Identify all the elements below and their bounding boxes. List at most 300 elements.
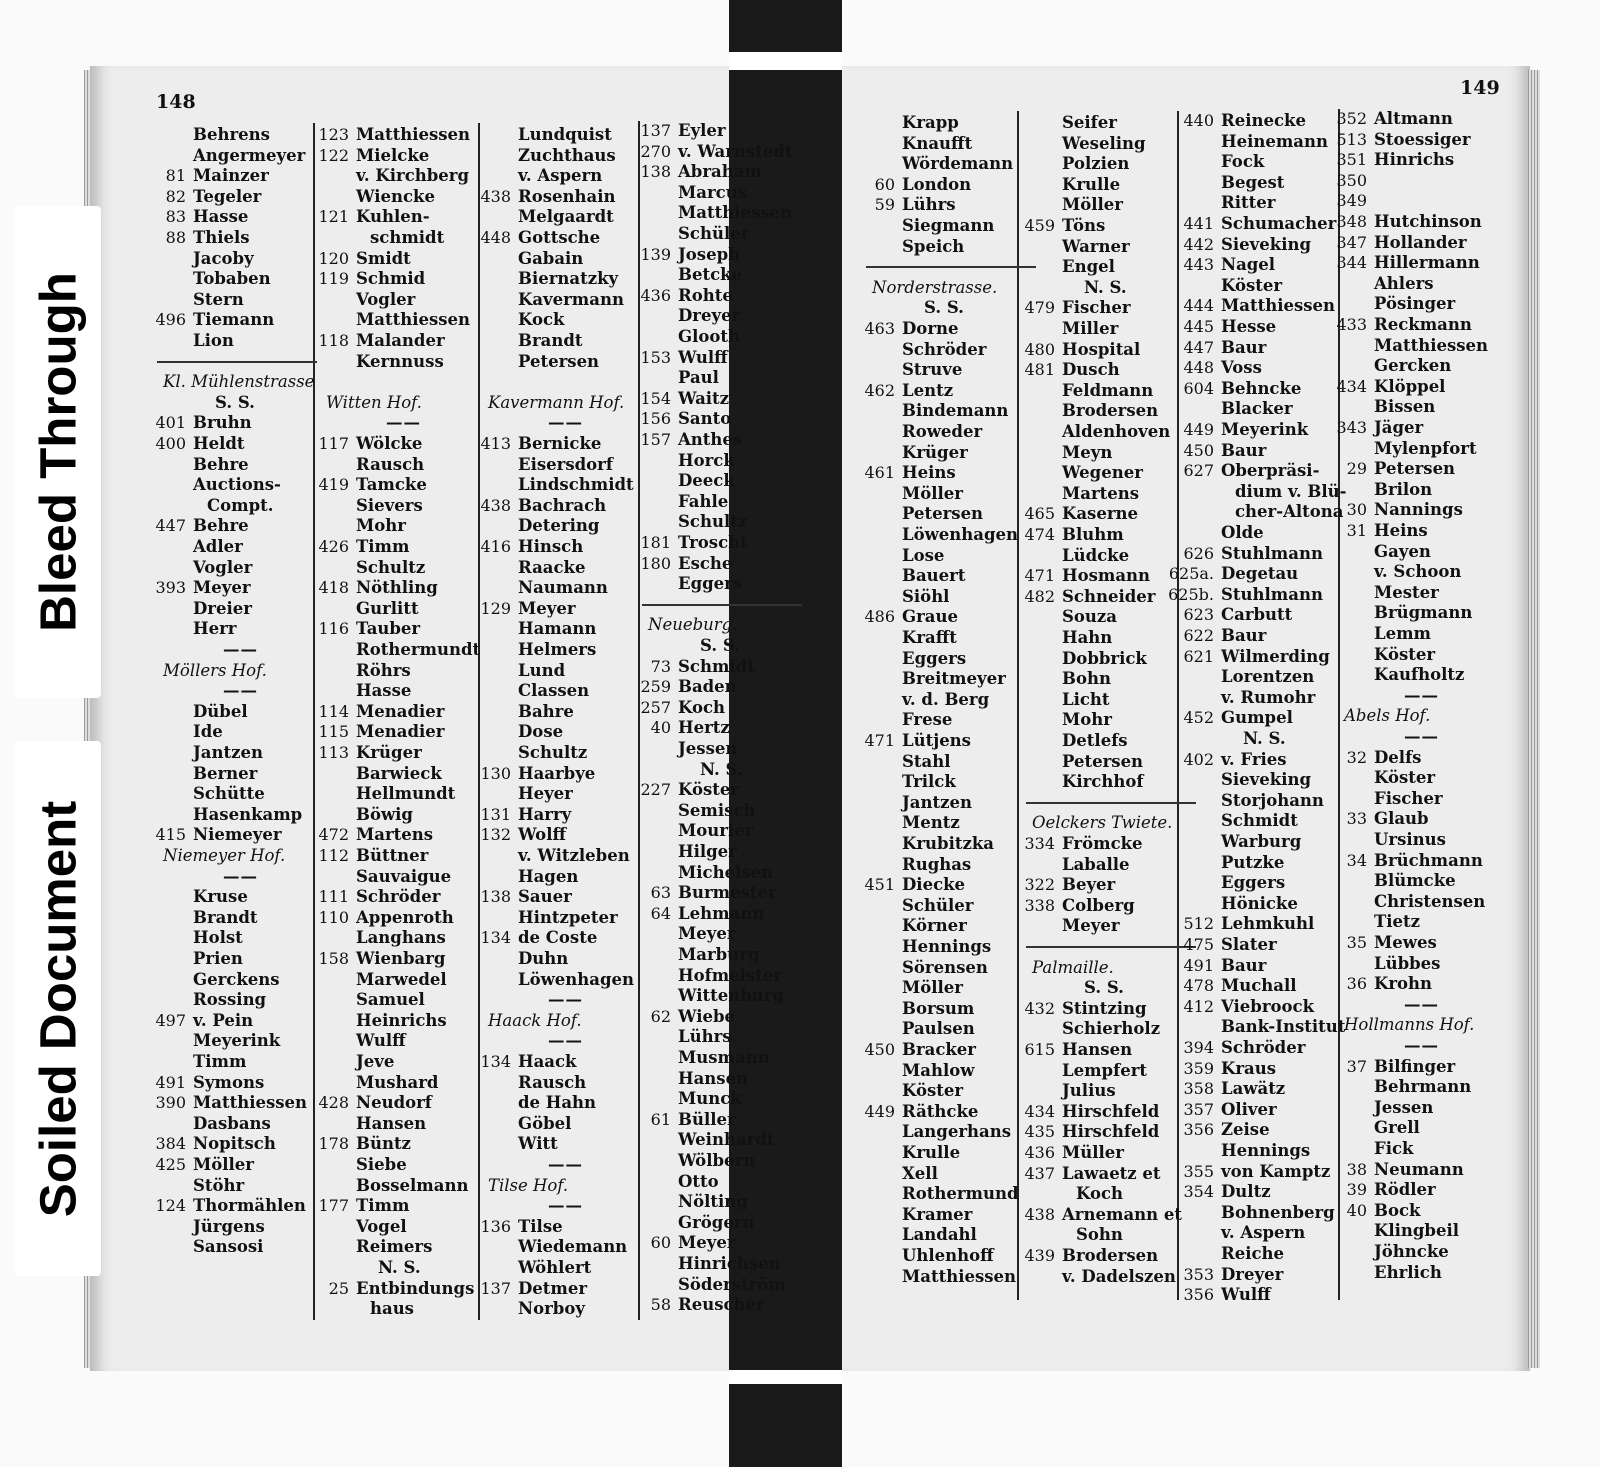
directory-entry	[356, 640, 480, 660]
house-number: 64	[650, 904, 671, 923]
directory-entry	[902, 134, 972, 154]
directory-entry	[1062, 1081, 1116, 1101]
directory-entry	[1062, 443, 1112, 463]
house-number: 435	[1024, 1122, 1055, 1141]
house-number: 440	[1183, 111, 1214, 130]
resident-name: Hansen	[356, 1114, 427, 1133]
resident-name: Heyer	[518, 784, 573, 803]
house-number: 117	[318, 434, 349, 453]
resident-name: Hasse	[356, 681, 412, 700]
directory-entry	[1235, 482, 1346, 502]
resident-name: Altmann	[1374, 109, 1453, 128]
resident-name: Christensen	[1374, 892, 1486, 911]
house-number: 465	[1024, 504, 1055, 523]
directory-entry	[678, 203, 792, 223]
directory-entry	[1183, 1265, 1284, 1285]
directory-entry	[1346, 851, 1483, 871]
directory-entry	[518, 970, 634, 990]
resident-name: Meyer	[1062, 916, 1120, 935]
resident-name: Wegener	[1062, 463, 1143, 482]
resident-name: Heldt	[193, 434, 245, 453]
directory-entry	[902, 1081, 963, 1101]
column-divider	[313, 123, 315, 1320]
resident-name: Bahre	[518, 702, 574, 721]
directory-entry	[1346, 809, 1429, 829]
section-rule	[1026, 946, 1196, 948]
directory-entry	[864, 875, 966, 895]
directory-entry	[678, 512, 747, 532]
house-number: 153	[640, 348, 671, 367]
resident-name: Wiedemann	[518, 1237, 628, 1256]
directory-entry	[1221, 152, 1264, 172]
resident-name: Mourier	[678, 821, 754, 840]
directory-entry	[1024, 587, 1156, 607]
directory-entry	[1183, 956, 1267, 976]
resident-name: Stahl	[902, 752, 951, 771]
resident-name: Julius	[1062, 1081, 1116, 1100]
directory-entry	[902, 649, 966, 669]
house-number: 82	[165, 187, 186, 206]
resident-name: Polzien	[1062, 154, 1130, 173]
directory-entry	[1221, 853, 1284, 873]
directory-entry	[1062, 422, 1170, 442]
resident-name: Roweder	[902, 422, 983, 441]
resident-name: Duhn	[518, 949, 569, 968]
house-number: 38	[1346, 1160, 1367, 1179]
directory-entry	[902, 855, 971, 875]
directory-entry	[1024, 1205, 1182, 1225]
directory-entry	[155, 1073, 265, 1093]
directory-entry	[193, 805, 302, 825]
resident-name: Reckmann	[1374, 315, 1472, 334]
directory-entry	[155, 310, 275, 330]
directory-entry	[518, 578, 608, 598]
directory-entry	[318, 1196, 410, 1216]
directory-entry	[678, 327, 740, 347]
resident-name: Bilfinger	[1374, 1057, 1456, 1076]
directory-entry	[640, 677, 737, 697]
resident-name: Seifer	[1062, 113, 1117, 132]
house-number: 118	[318, 331, 349, 350]
resident-name: Büttner	[356, 846, 429, 865]
resident-name: Kramer	[902, 1205, 973, 1224]
resident-name: Mainzer	[193, 166, 269, 185]
directory-entry	[356, 496, 423, 516]
resident-name: Hollander	[1374, 233, 1467, 252]
resident-name: Norboy	[518, 1299, 585, 1318]
directory-entry	[1221, 667, 1314, 687]
resident-name: Sauer	[518, 887, 572, 906]
resident-name: Wördemann	[902, 154, 1014, 173]
directory-entry	[1024, 360, 1120, 380]
directory-entry	[864, 731, 971, 751]
house-number: 437	[1024, 1164, 1055, 1183]
resident-name: Lemm	[1374, 624, 1432, 643]
directory-entry	[356, 970, 447, 990]
house-number: 358	[1183, 1079, 1214, 1098]
resident-name: Behre	[193, 516, 249, 535]
directory-entry	[1374, 583, 1439, 603]
resident-name: Göbel	[518, 1114, 572, 1133]
resident-name: Biernatzky	[518, 269, 619, 288]
column-divider	[1017, 111, 1019, 1300]
directory-entry	[902, 587, 949, 607]
resident-name: Tegeler	[193, 187, 262, 206]
house-number: 482	[1024, 587, 1055, 606]
directory-entry	[902, 1122, 1011, 1142]
resident-name: Fahle	[678, 492, 729, 511]
resident-name: Hellmundt	[356, 784, 456, 803]
directory-entry	[1183, 935, 1277, 955]
directory-entry	[193, 702, 248, 722]
directory-entry	[864, 607, 958, 627]
resident-name: Eisersdorf	[518, 455, 613, 474]
resident-name: Brügmann	[1374, 603, 1473, 622]
directory-entry	[678, 1089, 742, 1109]
resident-name: v. Rumohr	[1221, 688, 1316, 707]
resident-name: Glooth	[678, 327, 740, 346]
directory-entry	[1221, 1244, 1284, 1264]
directory-entry	[1183, 750, 1287, 770]
resident-name: Hinrichsen	[678, 1254, 781, 1273]
directory-entry	[902, 958, 988, 978]
resident-name: Lüdcke	[1062, 546, 1130, 565]
directory-entry	[328, 1279, 475, 1299]
directory-entry	[165, 166, 269, 186]
directory-entry	[678, 1048, 770, 1068]
resident-name: Borsum	[902, 999, 975, 1018]
resident-name: Schneider	[1062, 587, 1156, 606]
resident-name: Vogel	[356, 1217, 407, 1236]
directory-entry	[518, 1258, 591, 1278]
resident-name: Graue	[902, 607, 958, 626]
house-number: 132	[480, 825, 511, 844]
directory-entry	[165, 207, 249, 227]
house-number: 154	[640, 389, 671, 408]
resident-name: Blacker	[1221, 399, 1293, 418]
directory-entry	[1183, 214, 1337, 234]
house-number: 121	[318, 207, 349, 226]
directory-entry	[1062, 484, 1139, 504]
house-number: 462	[864, 381, 895, 400]
directory-entry	[356, 1011, 447, 1031]
resident-name: Matthiessen	[356, 125, 471, 144]
directory-entry	[1221, 1017, 1345, 1037]
directory-entry	[318, 249, 411, 269]
resident-name: Waitz	[678, 389, 730, 408]
house-number: 394	[1183, 1038, 1214, 1057]
house-number: 439	[1024, 1246, 1055, 1265]
house-number: 438	[480, 496, 511, 515]
resident-name: Schüler	[902, 896, 974, 915]
directory-entry	[518, 1299, 585, 1319]
house-number: 444	[1183, 296, 1214, 315]
resident-name: Hesse	[1221, 317, 1277, 336]
resident-name: Witt	[518, 1134, 558, 1153]
resident-name: Matthiessen	[678, 203, 793, 222]
directory-entry	[1221, 1141, 1310, 1161]
side-heading: N. S.	[1243, 729, 1286, 748]
directory-entry	[1374, 1221, 1459, 1241]
directory-entry	[155, 1011, 254, 1031]
directory-entry	[356, 867, 451, 887]
resident-name: Nagel	[1221, 255, 1276, 274]
directory-entry	[165, 187, 262, 207]
house-number: 181	[640, 533, 671, 552]
resident-name: Bohnenberg	[1221, 1203, 1335, 1222]
resident-name: Schultz	[518, 743, 588, 762]
house-number: 353	[1183, 1265, 1214, 1284]
directory-entry	[1062, 319, 1118, 339]
directory-entry	[1374, 397, 1435, 417]
house-number: 432	[1024, 999, 1055, 1018]
house-number: 177	[318, 1196, 349, 1215]
directory-entry	[1374, 603, 1472, 623]
resident-name: Bachrach	[518, 496, 607, 515]
directory-entry	[1374, 356, 1451, 376]
resident-name: Gabain	[518, 249, 584, 268]
resident-name: Paulsen	[902, 1019, 975, 1038]
resident-name: Matthiessen	[1374, 336, 1489, 355]
house-number: 461	[864, 463, 895, 482]
directory-entry	[1346, 500, 1463, 520]
resident-name: Lührs	[678, 1027, 732, 1046]
directory-entry	[1024, 1143, 1124, 1163]
resident-name: London	[902, 175, 972, 194]
directory-entry	[155, 516, 249, 536]
resident-name: Röhrs	[356, 661, 411, 680]
resident-name: Lawätz	[1221, 1079, 1286, 1098]
resident-name: Oberpräsi-	[1221, 461, 1320, 480]
side-heading: S. S.	[924, 298, 964, 317]
directory-entry	[1062, 195, 1123, 215]
resident-name: Hahn	[1062, 628, 1113, 647]
directory-entry	[640, 430, 743, 450]
resident-name: Räthcke	[902, 1102, 979, 1121]
directory-entry	[1235, 502, 1343, 522]
resident-name: Detering	[518, 516, 600, 535]
directory-entry	[1183, 461, 1320, 481]
resident-name: Dreyer	[1221, 1265, 1284, 1284]
directory-entry	[318, 146, 430, 166]
directory-entry	[318, 207, 430, 227]
directory-entry	[1346, 1160, 1464, 1180]
resident-name: Bruhn	[193, 413, 252, 432]
directory-entry	[518, 949, 568, 969]
directory-entry	[1374, 789, 1443, 809]
resident-name: Nölting	[678, 1192, 748, 1211]
section-rule	[866, 266, 1036, 268]
resident-name: Sohn	[1076, 1225, 1123, 1244]
house-number: 61	[650, 1110, 671, 1129]
directory-entry	[518, 1237, 627, 1257]
resident-name: Fock	[1221, 152, 1265, 171]
resident-name: Trilck	[902, 772, 956, 791]
directory-entry	[480, 228, 601, 248]
resident-name: Struve	[902, 360, 963, 379]
soiled-document-label: Soiled Document	[14, 741, 101, 1276]
directory-entry	[518, 310, 564, 330]
directory-entry	[1183, 235, 1312, 255]
directory-entry	[1076, 1225, 1123, 1245]
directory-entry	[1183, 1059, 1277, 1079]
directory-entry	[518, 867, 578, 887]
resident-name: Tietz	[1374, 912, 1421, 931]
house-number: 481	[1024, 360, 1055, 379]
resident-name: Rohte	[678, 286, 733, 305]
directory-entry	[902, 1164, 938, 1184]
resident-name: Matthiessen	[902, 1267, 1017, 1286]
house-number: 448	[480, 228, 511, 247]
house-number: 425	[155, 1155, 186, 1174]
directory-entry	[678, 966, 782, 986]
directory-entry	[1062, 607, 1117, 627]
resident-name: Hagen	[518, 867, 579, 886]
street-heading: Haack Hof.	[488, 1011, 582, 1030]
directory-entry	[902, 1246, 994, 1266]
resident-name: Compt.	[207, 496, 274, 515]
directory-entry	[318, 846, 429, 866]
resident-name: Samuel	[356, 990, 425, 1009]
resident-name: Schüler	[678, 224, 750, 243]
directory-entry	[1062, 1267, 1176, 1287]
resident-name: Löwenhagen	[902, 525, 1019, 544]
directory-entry	[1374, 1118, 1420, 1138]
resident-name: Jantzen	[902, 793, 972, 812]
resident-name: Ritter	[1221, 193, 1276, 212]
resident-name: v. Fries	[1221, 750, 1287, 769]
directory-entry	[193, 249, 254, 269]
house-number: 349	[1336, 191, 1367, 210]
resident-name: Krafft	[902, 628, 957, 647]
directory-entry	[356, 1237, 432, 1257]
resident-name: Detlefs	[1062, 731, 1128, 750]
directory-entry	[155, 434, 245, 454]
resident-name: Symons	[193, 1073, 265, 1092]
directory-entry	[1221, 873, 1285, 893]
house-number: 119	[318, 269, 349, 288]
resident-name: Jöhncke	[1374, 1242, 1449, 1261]
resident-name: Timm	[356, 1196, 410, 1215]
house-number: 496	[155, 310, 186, 329]
resident-name: Diecke	[902, 875, 966, 894]
directory-entry	[1183, 914, 1315, 934]
directory-entry	[1024, 834, 1143, 854]
directory-entry	[480, 187, 616, 207]
resident-name: Krüger	[356, 743, 422, 762]
resident-name: Heinrichs	[356, 1011, 447, 1030]
resident-name: Böwig	[356, 805, 413, 824]
resident-name: Mylenpfort	[1374, 439, 1477, 458]
house-number: 129	[480, 599, 511, 618]
directory-entry	[1024, 1102, 1160, 1122]
directory-entry	[480, 599, 576, 619]
directory-entry	[356, 166, 469, 186]
resident-name: Behre	[193, 455, 249, 474]
resident-name: Körner	[902, 916, 967, 935]
resident-name: haus	[370, 1299, 414, 1318]
directory-entry	[1221, 132, 1328, 152]
resident-name: Behrmann	[1374, 1077, 1472, 1096]
house-number: 158	[318, 949, 349, 968]
directory-entry	[640, 780, 740, 800]
directory-entry	[640, 698, 726, 718]
resident-name: Niemeyer	[193, 825, 282, 844]
resident-name: Thiels	[193, 228, 250, 247]
directory-entry	[480, 825, 567, 845]
resident-name: Lütjens	[902, 731, 971, 750]
directory-entry	[193, 887, 248, 907]
resident-name: Hosmann	[1062, 566, 1151, 585]
resident-name: dium v. Blü-	[1235, 482, 1347, 501]
resident-name: Jeve	[356, 1052, 395, 1071]
directory-entry	[902, 937, 991, 957]
resident-name: Hirschfeld	[1062, 1102, 1160, 1121]
directory-entry	[356, 310, 470, 330]
house-number: 452	[1183, 708, 1214, 727]
directory-entry	[1168, 564, 1299, 584]
resident-name: Mester	[1374, 583, 1439, 602]
resident-name: Wienbarg	[356, 949, 446, 968]
directory-entry	[1374, 624, 1431, 644]
column-divider	[1177, 111, 1179, 1300]
directory-entry	[165, 228, 250, 248]
resident-name: Schütte	[193, 784, 265, 803]
house-number: 138	[640, 162, 671, 181]
house-number: 512	[1183, 914, 1214, 933]
directory-entry	[864, 1102, 979, 1122]
directory-entry	[1062, 731, 1128, 751]
directory-entry	[518, 908, 618, 928]
house-number: 137	[640, 121, 671, 140]
directory-entry	[1221, 173, 1284, 193]
resident-name: Möller	[193, 1155, 254, 1174]
resident-name: Carbutt	[1221, 605, 1293, 624]
resident-name: Schröder	[356, 887, 441, 906]
directory-entry	[1374, 954, 1440, 974]
house-number: 623	[1183, 605, 1214, 624]
resident-name: Menadier	[356, 702, 445, 721]
directory-entry	[640, 389, 730, 409]
house-number: 338	[1024, 896, 1055, 915]
directory-entry	[1062, 175, 1120, 195]
right-page-edge	[1528, 70, 1540, 1368]
house-number: 445	[1183, 317, 1214, 336]
directory-entry	[356, 1176, 468, 1196]
resident-name: Sieveking	[1221, 235, 1312, 254]
street-heading: Tilse Hof.	[488, 1176, 569, 1195]
directory-entry	[902, 1184, 1019, 1204]
directory-entry	[1062, 710, 1112, 730]
resident-name: Thormählen	[193, 1196, 306, 1215]
house-number: 33	[1346, 809, 1367, 828]
resident-name: Lempfert	[1062, 1061, 1148, 1080]
house-number: 359	[1183, 1059, 1214, 1078]
house-number: 390	[155, 1093, 186, 1112]
resident-name: Hinsch	[518, 537, 584, 556]
directory-entry	[874, 195, 956, 215]
house-number: 334	[1024, 834, 1055, 853]
directory-entry	[1374, 336, 1488, 356]
separator-dash: ——	[548, 1196, 583, 1215]
house-number: 356	[1183, 1120, 1214, 1139]
house-number: 478	[1183, 976, 1214, 995]
resident-name: Bosselmann	[356, 1176, 469, 1195]
house-number: 257	[640, 698, 671, 717]
house-number: 36	[1346, 974, 1367, 993]
directory-entry	[678, 1254, 781, 1274]
house-number: 459	[1024, 216, 1055, 235]
